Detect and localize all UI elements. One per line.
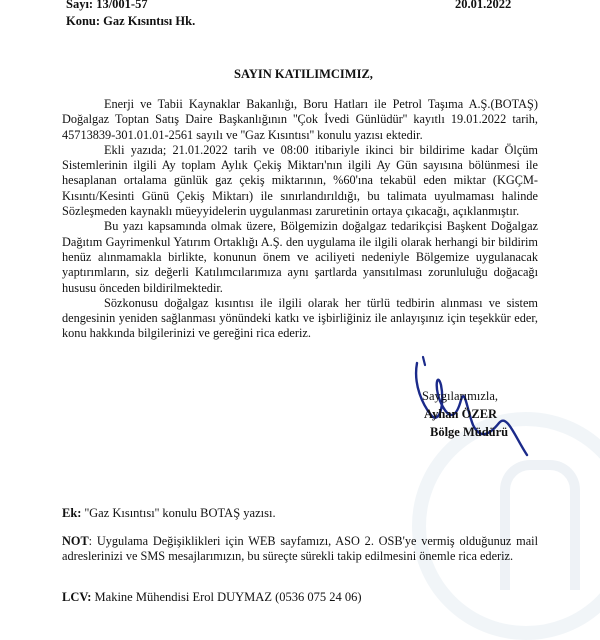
subject-line: Konu: Gaz Kısıntısı Hk.: [66, 14, 196, 28]
paragraph-3: Bu yazı kapsamında olmak üzere, Bölgemizin doğalgaz tedarikçisi Başkent Doğalgaz Dağıtım Gayrimenkul Yatırım Ortaklığı A.Ş. den uygulama ile ilgili olarak herhangi bir bildirim henüz alınmamakla birlikte, konunun önem ve aciliyeti nedeniyle Bölgemize uygulanacak yaptırımların, siz değerli Katılımcılarımıza aynı şartlarda yansıtılması zorunluluğu doğacağı hususu önceden bildirilmektedir.: [62, 219, 538, 295]
note-block: [62, 534, 538, 565]
note-label: NOT: [62, 534, 89, 548]
contact-text: Makine Mühendisi Erol DUYMAZ (0536 075 24 06): [94, 590, 362, 604]
attachment-line: [62, 506, 276, 520]
document-date: 20.01.2022: [455, 0, 512, 11]
contact-label: LCV:: [62, 590, 92, 604]
reference-number: Sayı: 13/001-57: [66, 0, 148, 11]
paragraph-1: Enerji ve Tabii Kaynaklar Bakanlığı, Boru Hatları ile Petrol Taşıma A.Ş.(BOTAŞ) Doğalgaz Toptan Satış Daire Başkanlığının ''Çok İvedi Günlüdür'' kayıtlı 19.01.2022 tarih, 45713839-301.01.01-2561 sayılı ve ''Gaz Kısıntısı'' konulu yazısı ektedir.: [62, 97, 538, 142]
body-text: [62, 97, 538, 342]
contact-line: [62, 590, 362, 604]
paragraph-4: Sözkonusu doğalgaz kısıntısı ile ilgili olarak her türlü tedbirin alınması ve sistem dengesinin yeniden sağlanması yönündeki katkı ve işbirliğiniz ile anlayışınız için teşekkür eder, konu hakkında bilgilerinizi ve gereğini rica ederiz.: [62, 295, 538, 341]
handwritten-signature: [395, 345, 540, 465]
attachment-text: ''Gaz Kısıntısı'' konulu BOTAŞ yazısı.: [84, 506, 276, 520]
closing-text: Saygılarımızla,: [422, 389, 499, 403]
signer-name: Ayhan ÖZER: [424, 407, 498, 421]
signer-title: Bölge Müdürü: [430, 425, 509, 439]
paragraph-2: Ekli yazıda; 21.01.2022 tarih ve 08:00 itibariyle ikinci bir bildirime kadar Ölçüm Sistemlerinin ilgili Ay toplam Aylık Çekiş Miktarı'nın ilgili Ay Gün sayısına bölünmesi ile hesaplanan ortalama günlük gaz çekiş miktarının, %60'ına tekabül eden miktar (KGÇM-Kısıntı/Kesinti Günü Çekiş Miktarı) ile sınırlandırıldığı, bu talimata uyulmaması halinde Sözleşmeden kaynaklı müeyyidelerin uygulanması zaruretinin ortaya çıkacağı, açıklanmıştır.: [62, 142, 538, 219]
watermark-logo-inner: [500, 460, 580, 590]
note-text: : Uygulama Değişiklikleri için WEB sayfamızı, ASO 2. OSB'ye vermiş olduğunuz mail adreslerinizi ve SMS mesajlarımızın, bu süreçte sürekli takip edilmesini önemle rica ederiz.: [62, 534, 538, 564]
attachment-label: Ek:: [62, 506, 82, 520]
salutation: SAYIN KATILIMCIMIZ,: [234, 67, 373, 81]
